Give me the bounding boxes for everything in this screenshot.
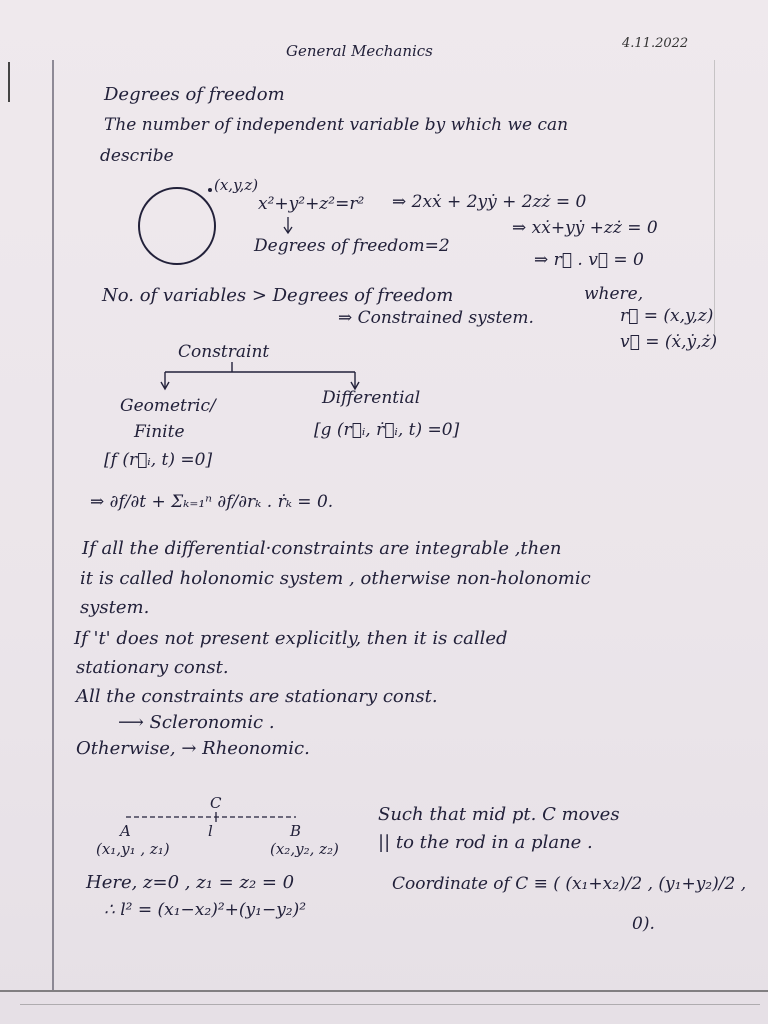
coord-b: (x₂,y₂, z₂): [270, 840, 339, 858]
definition-line-1: The number of independent variable by which we can: [104, 115, 569, 135]
finite-derivation: ⇒ ∂f/∂t + Σₖ₌₁ⁿ ∂f/∂rₖ . ṙₖ = 0.: [90, 492, 334, 512]
finite-equation: [f (r⃗ᵢ, t) =0]: [104, 450, 213, 470]
differential-label: Differential: [322, 388, 421, 408]
differential-equation: [g (r⃗ᵢ, ṙ⃗ᵢ, t) =0]: [314, 420, 460, 440]
rod-length-label: l: [208, 822, 213, 840]
holonomic-line-3: system.: [80, 597, 150, 618]
geometric-label: Geometric/: [120, 396, 216, 416]
coordinate-c-line-1: Coordinate of C ≡ ( (x₁+x₂)/2 , (y₁+y₂)/2 ,: [392, 874, 747, 894]
where-label: where,: [584, 284, 644, 304]
sphere-circle: [139, 188, 215, 264]
stationary-line-2: stationary const.: [76, 657, 229, 678]
stationary-line-1: If 't' does not present explicitly, then it is called: [74, 628, 508, 649]
rod-description-2: || to the rod in a plane .: [378, 832, 593, 853]
section-heading: Degrees of freedom: [104, 84, 285, 105]
holonomic-line-2: it is called holonomic system , otherwise non-holonomic: [80, 568, 591, 589]
r-definition: r⃗ = (x,y,z): [620, 306, 714, 326]
derivative-2: ⇒ xẋ+yẏ +zż = 0: [512, 218, 658, 238]
point-marker: [208, 188, 212, 192]
scleronomic-label: ⟶ Scleronomic .: [118, 712, 275, 733]
point-c-label: C: [210, 794, 222, 812]
variables-line-2: ⇒ Constrained system.: [338, 308, 534, 328]
dof-value: Degrees of freedom=2: [254, 236, 450, 256]
point-label: (x,y,z): [214, 176, 259, 194]
point-b-label: B: [290, 822, 302, 840]
derivative-1: ⇒ 2xẋ + 2yẏ + 2zż = 0: [392, 192, 587, 212]
rheonomic-label: Otherwise, → Rheonomic.: [76, 738, 310, 759]
variables-line-1: No. of variables > Degrees of freedom: [102, 285, 454, 306]
coordinate-c-line-2: 0).: [632, 914, 655, 934]
sphere-equation: x²+y²+z²=r²: [258, 194, 365, 214]
finite-label: Finite: [134, 422, 185, 442]
length-equation: ∴ l² = (x₁−x₂)²+(y₁−y₂)²: [104, 900, 307, 920]
derivative-3: ⇒ r⃗ . v⃗ = 0: [534, 250, 644, 270]
page-title: General Mechanics: [286, 42, 433, 60]
rod-description-1: Such that mid pt. C moves: [378, 804, 620, 825]
coord-a: (x₁,y₁ , z₁): [96, 840, 170, 858]
page-date: 4.11.2022: [622, 36, 689, 51]
v-definition: v⃗ = (ẋ,ẏ,ż): [620, 332, 718, 352]
constraint-root: Constraint: [178, 342, 270, 362]
point-a-label: A: [120, 822, 131, 840]
definition-line-2: describe: [100, 146, 174, 166]
here-line: Here, z=0 , z₁ = z₂ = 0: [86, 872, 295, 893]
holonomic-line-1: If all the differential·constraints are integrable ,then: [82, 538, 562, 559]
stationary-line-3: All the constraints are stationary const.: [76, 686, 438, 707]
